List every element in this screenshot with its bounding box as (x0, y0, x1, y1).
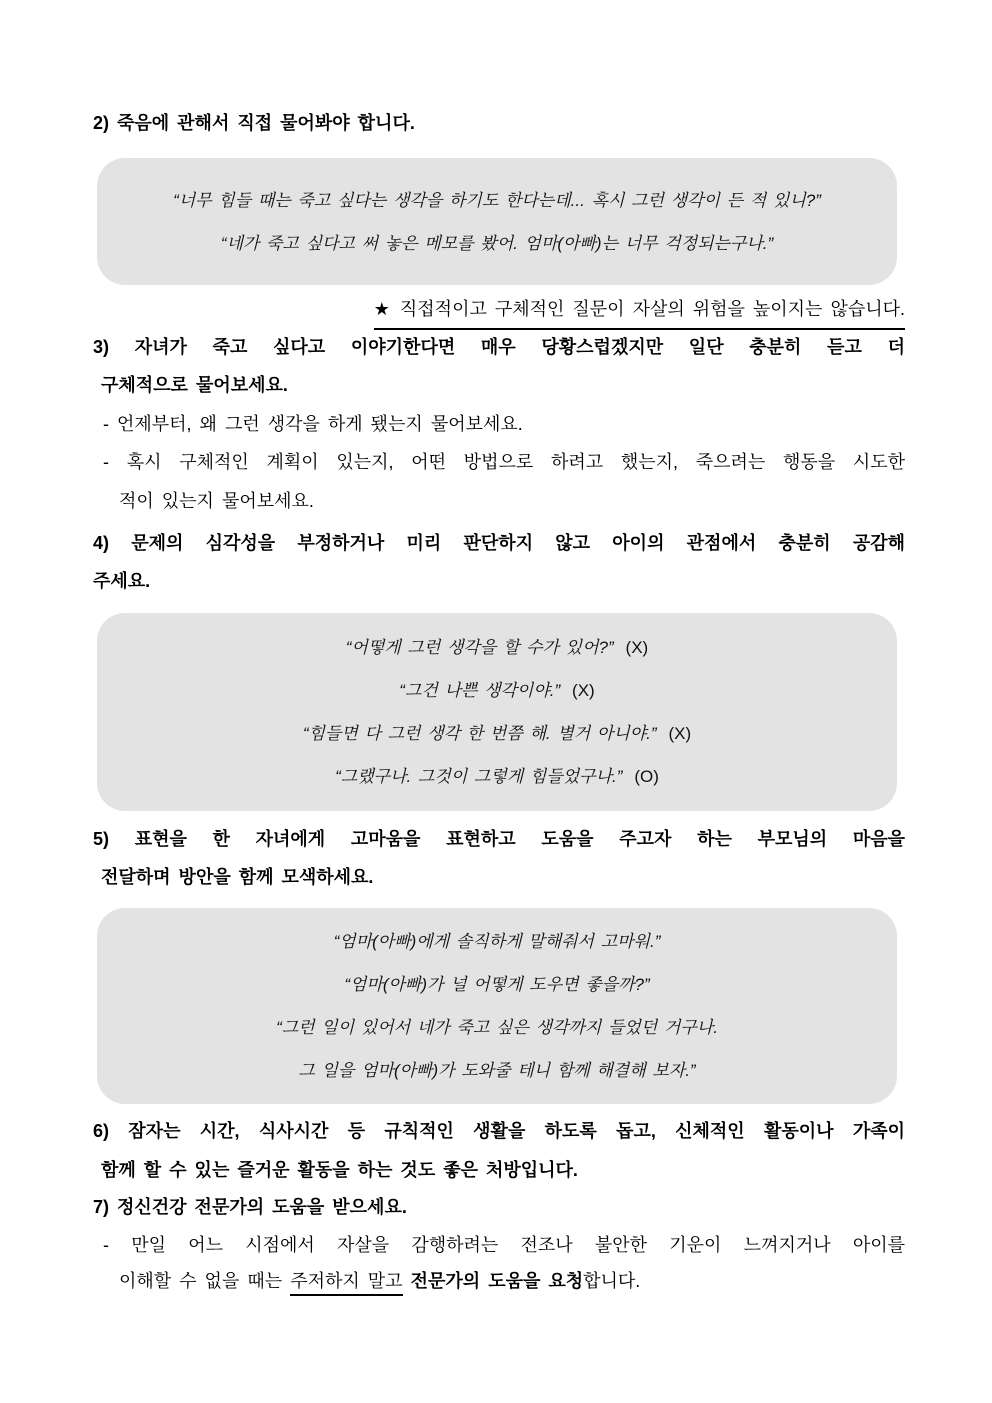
quote-line: “그런 일이 있어서 네가 죽고 싶은 생각까지 들었던 거구나. (276, 1018, 718, 1037)
star-note-underline (374, 294, 905, 330)
section-7-bullet-line-2 (119, 1266, 905, 1296)
section-7-bullet-line-1: - 만일 어느 시점에서 자살을 감행하려는 전조나 불안한 기운이 느껴지거나 아이를 (103, 1235, 905, 1255)
quote-box-empathy-examples (97, 613, 897, 811)
quote-line: “엄마(아빠)에게 솔직하게 말해줘서 고마워.” (333, 932, 661, 951)
section-4-heading-line-2: 주세요. (93, 571, 151, 591)
quote-line (97, 712, 897, 755)
quote-line: “네가 죽고 싶다고 써 놓은 메모를 봤어. 엄마(아빠)는 너무 걱정되는구나.” (220, 233, 774, 253)
section-6-heading-line-1: 6) 잠자는 시간, 식사시간 등 규칙적인 생활을 하도록 돕고, 신체적인 활동이나 가족이 (93, 1121, 905, 1141)
section-5-heading-line-2: 전달하며 방안을 함께 모색하세요. (101, 867, 374, 887)
star-icon: ★ (373, 299, 390, 319)
quote-line: “엄마(아빠)가 널 어떻게 도우면 좋을까?” (344, 975, 650, 994)
section-2-heading: 2) 죽음에 관해서 직접 물어봐야 합니다. (93, 113, 415, 133)
quote-line: 그 일을 엄마(아빠)가 도와줄 테니 함께 해결해 보자.” (298, 1061, 696, 1080)
bullet-text-bold: 전문가의 도움을 요청 (410, 1271, 584, 1291)
star-note (93, 294, 905, 330)
section-3-bullet-2-line-1: - 혹시 구체적인 계획이 있는지, 어떤 방법으로 하려고 했는지, 죽으려는 행동을 시도한 (103, 452, 905, 472)
section-3-heading-line-1: 3) 자녀가 죽고 싶다고 이야기한다면 매우 당황스럽겠지만 일단 충분히 듣고 더 (93, 337, 905, 357)
quote-text: “힘들면 다 그런 생각 한 번쯤 해. 별거 아니야.” (302, 724, 657, 743)
section-3-bullet-2-line-2: 적이 있는지 물어보세요. (119, 491, 314, 511)
quote-line (97, 755, 897, 798)
quote-mark: (X) (572, 681, 595, 700)
section-6-heading-line-2: 함께 할 수 있는 즐거운 활동을 하는 것도 좋은 처방입니다. (101, 1160, 578, 1180)
quote-line (97, 669, 897, 712)
quote-mark: (X) (625, 638, 649, 657)
quote-text: “그랬구나. 그것이 그렇게 힘들었구나.” (335, 767, 623, 786)
bullet-text-underlined: 주저하지 말고 (290, 1271, 402, 1296)
quote-mark: (X) (668, 724, 692, 743)
section-5-heading-line-1: 5) 표현을 한 자녀에게 고마움을 표현하고 도움을 주고자 하는 부모님의 마음을 (93, 829, 905, 849)
quote-text: “그건 나쁜 생각이야.” (399, 681, 561, 700)
section-3-heading-line-2: 구체적으로 물어보세요. (101, 375, 288, 395)
bullet-text-post: 합니다. (583, 1271, 641, 1291)
quote-mark: (O) (634, 767, 659, 786)
quote-text: “어떻게 그런 생각을 할 수가 있어?” (345, 638, 614, 657)
star-note-text: 직접적이고 구체적인 질문이 자살의 위험을 높이지는 않습니다. (399, 299, 905, 319)
quote-line: “너무 힘들 때는 죽고 싶다는 생각을 하기도 한다는데... 혹시 그런 생각이 든 적 있니?” (173, 190, 821, 210)
section-7-heading: 7) 정신건강 전문가의 도움을 받으세요. (93, 1197, 407, 1217)
quote-line (97, 626, 897, 669)
quote-box-direct-questions (97, 158, 897, 285)
section-4-heading-line-1: 4) 문제의 심각성을 부정하거나 미리 판단하지 않고 아이의 관점에서 충분히 공감해 (93, 533, 905, 553)
section-3-bullet-1: - 언제부터, 왜 그런 생각을 하게 됐는지 물어보세요. (103, 414, 523, 434)
quote-box-support-examples (97, 908, 897, 1104)
bullet-text-pre: 이해할 수 없을 때는 (119, 1271, 283, 1291)
